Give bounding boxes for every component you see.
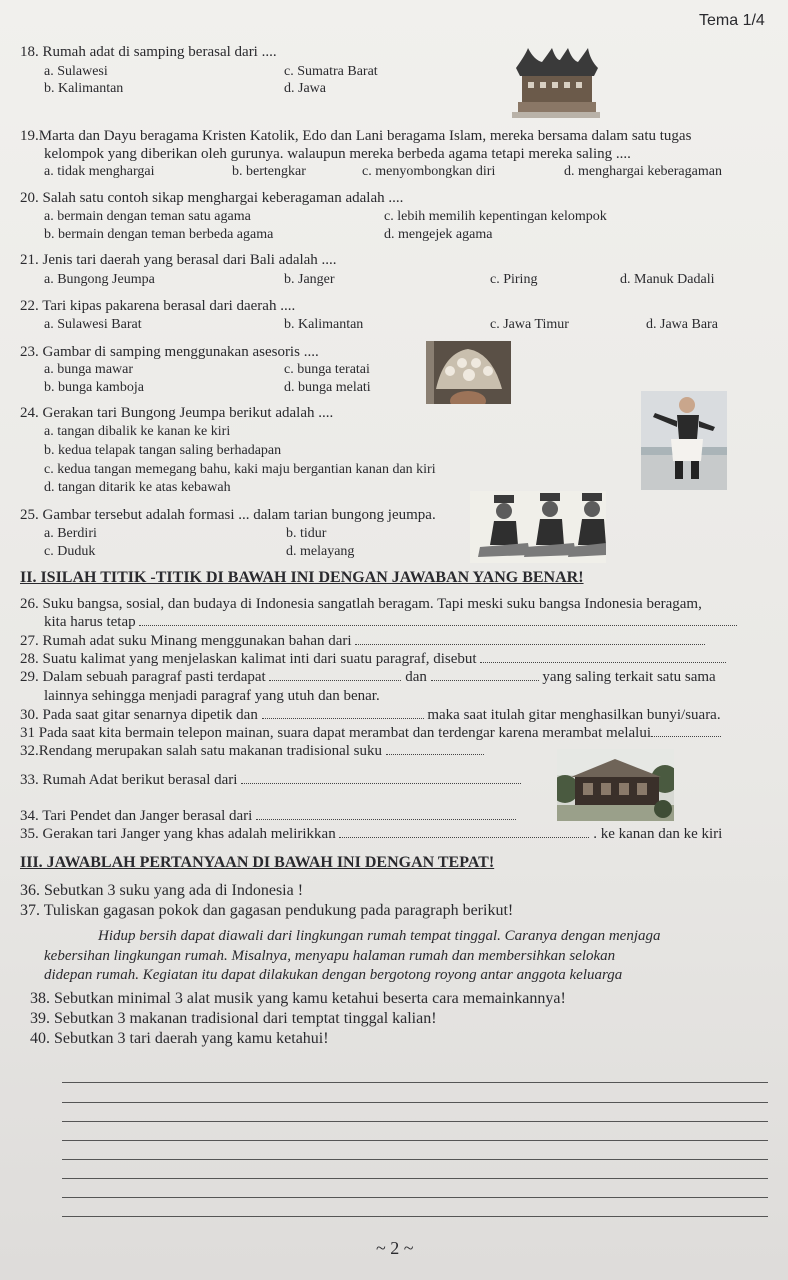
q30-answer-blank[interactable] bbox=[262, 707, 424, 719]
q21-option-d: d. Manuk Dadali bbox=[620, 272, 715, 287]
question-29-line2: lainnya sehingga menjadi paragraf yang utuh dan benar. bbox=[44, 688, 380, 704]
q18-option-d: d. Jawa bbox=[284, 81, 326, 96]
q25-option-a: a. Berdiri bbox=[44, 526, 97, 541]
question-40: 40. Sebutkan 3 tari daerah yang kamu ketahui! bbox=[30, 1030, 329, 1047]
q29-answer-blank-2[interactable] bbox=[431, 669, 539, 681]
q21-option-c: c. Piring bbox=[490, 272, 538, 287]
answer-line-5[interactable] bbox=[62, 1159, 768, 1160]
q19-option-b: b. bertengkar bbox=[232, 164, 306, 179]
question-26-line2: kita harus tetap bbox=[44, 614, 737, 631]
q27-answer-blank[interactable] bbox=[355, 633, 705, 645]
q21-option-b: b. Janger bbox=[284, 272, 335, 287]
q23-option-a: a. bunga mawar bbox=[44, 362, 134, 377]
q25-option-c: c. Duduk bbox=[44, 544, 96, 559]
question-19-line1: 19.Marta dan Dayu beragama Kristen Katolik, Edo dan Lani beragama Islam, mereka bersama dalam satu tugas bbox=[20, 128, 692, 144]
question-21: 21. Jenis tari daerah yang berasal dari Bali adalah .... bbox=[20, 252, 337, 268]
question-20: 20. Salah satu contoh sikap menghargai keberagaman adalah .... bbox=[20, 190, 404, 206]
question-38: 38. Sebutkan minimal 3 alat musik yang kamu ketahui beserta cara memainkannya! bbox=[30, 990, 566, 1007]
page-number: ~ 2 ~ bbox=[376, 1238, 414, 1258]
q19-option-c: c. menyombongkan diri bbox=[362, 164, 496, 179]
section-2-heading: II. ISILAH TITIK -TITIK DI BAWAH INI DENGAN JAWABAN YANG BENAR! bbox=[20, 569, 584, 586]
q23-option-c: c. bunga teratai bbox=[284, 362, 370, 377]
q18-option-b: b. Kalimantan bbox=[44, 81, 124, 96]
rumah-adat-image bbox=[557, 749, 674, 821]
q22-option-a: a. Sulawesi Barat bbox=[44, 317, 142, 332]
q24-option-a: a. tangan dibalik ke kanan ke kiri bbox=[44, 424, 231, 439]
question-39: 39. Sebutkan 3 makanan tradisional dari temptat tinggal kalian! bbox=[30, 1010, 437, 1027]
section-3-heading: III. JAWABLAH PERTANYAAN DI BAWAH INI DENGAN TEPAT! bbox=[20, 854, 495, 871]
question-25: 25. Gambar tersebut adalah formasi ... dalam tarian bungong jeumpa. bbox=[20, 507, 436, 523]
q22-option-c: c. Jawa Timur bbox=[490, 317, 569, 332]
q23-option-d: d. bunga melati bbox=[284, 380, 371, 395]
q25-option-b: b. tidur bbox=[286, 526, 327, 541]
question-19-line2: kelompok yang diberikan oleh gurunya. walaupun mereka berbeda agama tetapi mereka saling .... bbox=[44, 146, 631, 162]
answer-line-8[interactable] bbox=[62, 1216, 768, 1217]
q24-option-d: d. tangan ditarik ke atas kebawah bbox=[44, 480, 231, 495]
tema-label: Tema 1/4 bbox=[699, 12, 765, 29]
q22-option-d: d. Jawa Bara bbox=[646, 317, 718, 332]
question-32: 32.Rendang merupakan salah satu makanan tradisional suku bbox=[20, 743, 484, 760]
answer-line-2[interactable] bbox=[62, 1102, 768, 1103]
q19-option-d: d. menghargai keberagaman bbox=[564, 164, 722, 179]
q20-option-b: b. bermain dengan teman berbeda agama bbox=[44, 227, 274, 242]
question-27: 27. Rumah adat suku Minang menggunakan bahan dari bbox=[20, 633, 705, 650]
question-24: 24. Gerakan tari Bungong Jeumpa berikut adalah .... bbox=[20, 405, 334, 421]
question-33: 33. Rumah Adat berikut berasal dari bbox=[20, 772, 521, 789]
q22-option-b: b. Kalimantan bbox=[284, 317, 364, 332]
dancer-image bbox=[641, 391, 727, 490]
q18-option-a: a. Sulawesi bbox=[44, 64, 108, 79]
question-34: 34. Tari Pendet dan Janger berasal dari bbox=[20, 808, 516, 825]
q20-option-a: a. bermain dengan teman satu agama bbox=[44, 209, 251, 224]
answer-line-3[interactable] bbox=[62, 1121, 768, 1122]
question-37: 37. Tuliskan gagasan pokok dan gagasan pendukung pada paragraph berikut! bbox=[20, 902, 514, 919]
q31-answer-blank[interactable] bbox=[651, 725, 721, 737]
question-26-line1: 26. Suku bangsa, sosial, dan budaya di Indonesia sangatlah beragam. Tapi meski suku bangsa Indonesia beragam, bbox=[20, 596, 702, 612]
q20-option-d: d. mengejek agama bbox=[384, 227, 493, 242]
q28-answer-blank[interactable] bbox=[480, 651, 726, 663]
question-29: 29. Dalam sebuah paragraf pasti terdapat dan yang saling terkait satu sama bbox=[20, 669, 716, 685]
question-18: 18. Rumah adat di samping berasal dari .... bbox=[20, 44, 277, 60]
rumah-gadang-image bbox=[512, 46, 600, 118]
q19-option-a: a. tidak menghargai bbox=[44, 164, 155, 179]
answer-line-4[interactable] bbox=[62, 1140, 768, 1141]
q33-answer-blank[interactable] bbox=[241, 772, 521, 784]
q24-option-b: b. kedua telapak tangan saling berhadapan bbox=[44, 443, 282, 458]
q25-option-d: d. melayang bbox=[286, 544, 355, 559]
q24-option-c: c. kedua tangan memegang bahu, kaki maju bergantian kanan dan kiri bbox=[44, 462, 436, 477]
q21-option-a: a. Bungong Jeumpa bbox=[44, 272, 155, 287]
paragraph-line-1: Hidup bersih dapat diawali dari lingkungan rumah tempat tinggal. Caranya dengan menjaga bbox=[98, 928, 661, 944]
question-30: 30. Pada saat gitar senarnya dipetik dan maka saat itulah gitar menghasilkan bunyi/suara. bbox=[20, 707, 721, 723]
answer-line-7[interactable] bbox=[62, 1197, 768, 1198]
answer-line-6[interactable] bbox=[62, 1178, 768, 1179]
q23-option-b: b. bunga kamboja bbox=[44, 380, 144, 395]
dancers-formation-image bbox=[470, 491, 606, 563]
paragraph-line-3: didepan rumah. Kegiatan itu dapat dilakukan dengan bergotong royong antar anggota keluarga bbox=[44, 967, 623, 983]
question-23: 23. Gambar di samping menggunakan asesoris .... bbox=[20, 344, 319, 360]
q26-answer-blank[interactable] bbox=[139, 614, 737, 626]
q18-option-c: c. Sumatra Barat bbox=[284, 64, 378, 79]
answer-line-1[interactable] bbox=[62, 1082, 768, 1083]
q35-answer-blank[interactable] bbox=[339, 826, 589, 838]
question-22: 22. Tari kipas pakarena berasal dari daerah .... bbox=[20, 298, 296, 314]
headdress-image bbox=[426, 341, 511, 404]
q32-answer-blank[interactable] bbox=[386, 743, 484, 755]
question-35: 35. Gerakan tari Janger yang khas adalah melirikkan . ke kanan dan ke kiri bbox=[20, 826, 723, 842]
question-28: 28. Suatu kalimat yang menjelaskan kalimat inti dari suatu paragraf, disebut bbox=[20, 651, 726, 668]
q20-option-c: c. lebih memilih kepentingan kelompok bbox=[384, 209, 607, 224]
q29-answer-blank-1[interactable] bbox=[269, 669, 401, 681]
q34-answer-blank[interactable] bbox=[256, 808, 516, 820]
question-36: 36. Sebutkan 3 suku yang ada di Indonesia ! bbox=[20, 882, 304, 899]
question-31: 31 Pada saat kita bermain telepon mainan, suara dapat merambat dan terdengar karena merambat melalui bbox=[20, 725, 721, 742]
paragraph-line-2: kebersihan lingkungan rumah. Misalnya, menyapu halaman rumah dan membersihkan selokan bbox=[44, 948, 616, 964]
